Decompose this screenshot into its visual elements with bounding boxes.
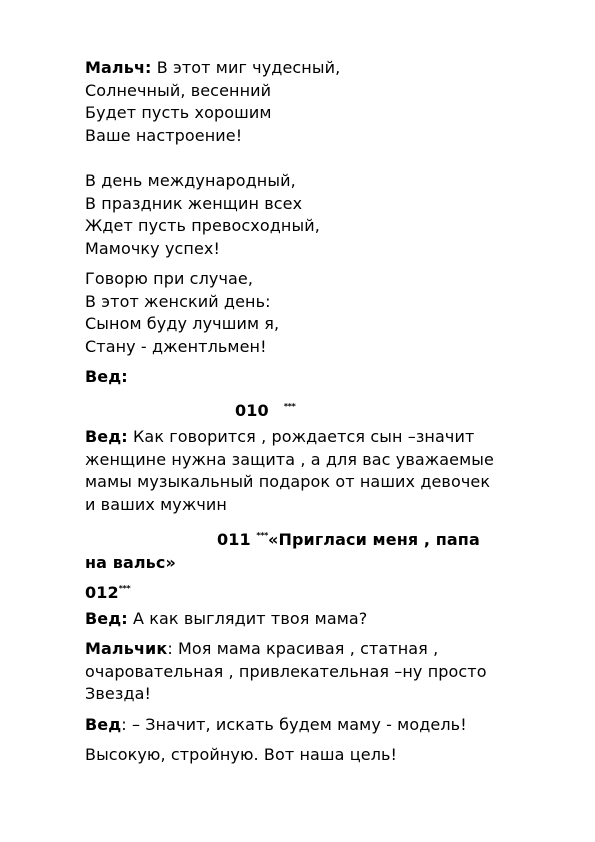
poem-line: Солнечный, весенний: [85, 80, 272, 100]
asterisks: ***: [118, 584, 131, 593]
speaker-label: Мальчик: [85, 639, 168, 658]
speaker-label: Вед:: [85, 367, 128, 386]
poem-stanza-3: [85, 268, 279, 358]
boy-answer: Мальчик: Моя мама красивая , статная , очаровательная , привлекательная –ну просто Звезда!: [85, 639, 487, 704]
poem-line: Ваше настроение!: [85, 125, 243, 145]
poem-line: Мальч: В этот миг чудесный,: [85, 58, 341, 77]
track-marker-010: [235, 396, 296, 423]
speaker-label: Вед: [85, 715, 122, 734]
host-speech-2: Вед: Как говорится , рождается сын –значит женщине нужна защита , а для вас уважаемые мамы музыкальный подарок от наших девочек и ваших мужчин: [85, 427, 494, 514]
poem-stanza-1: [85, 57, 340, 147]
poem-line: Говорю при случае,: [85, 269, 254, 288]
speaker-label: Вед:: [85, 427, 128, 446]
poem-line: В этот женский день:: [85, 291, 271, 311]
host-question: Вед: А как выглядит твоя мама?: [85, 609, 368, 628]
track-number: 012: [85, 583, 119, 602]
host-label-1: [85, 366, 128, 389]
song-title: «Пригласи меня , папа: [268, 530, 480, 549]
speaker-label: Мальч:: [85, 58, 152, 77]
poem-line: В праздник женщин всех: [85, 193, 303, 213]
poem-line: Стану - джентльмен!: [85, 336, 267, 356]
asterisks: ***: [283, 402, 296, 411]
speaker-label: Вед:: [85, 609, 128, 628]
track-number: 011: [217, 530, 257, 549]
poem-line: Мамочку успех!: [85, 238, 220, 258]
poem-stanza-2: [85, 170, 320, 260]
song-title-continued: на вальс»: [85, 552, 176, 572]
track-marker-012: [85, 578, 130, 605]
poem-line: Сыном буду лучшим я,: [85, 314, 280, 334]
track-marker-011: [85, 525, 480, 574]
poem-line: Будет пусть хорошим: [85, 103, 272, 123]
track-number: 010: [235, 401, 269, 420]
asterisks: ***: [256, 531, 269, 540]
host-reply: Вед: – Значит, искать будем маму - модель!: [85, 715, 467, 734]
poem-line: В день международный,: [85, 171, 296, 190]
closing-line: Высокую, стройную. Вот наша цель!: [85, 745, 398, 764]
poem-line: Ждет пусть превосходный,: [85, 216, 320, 236]
